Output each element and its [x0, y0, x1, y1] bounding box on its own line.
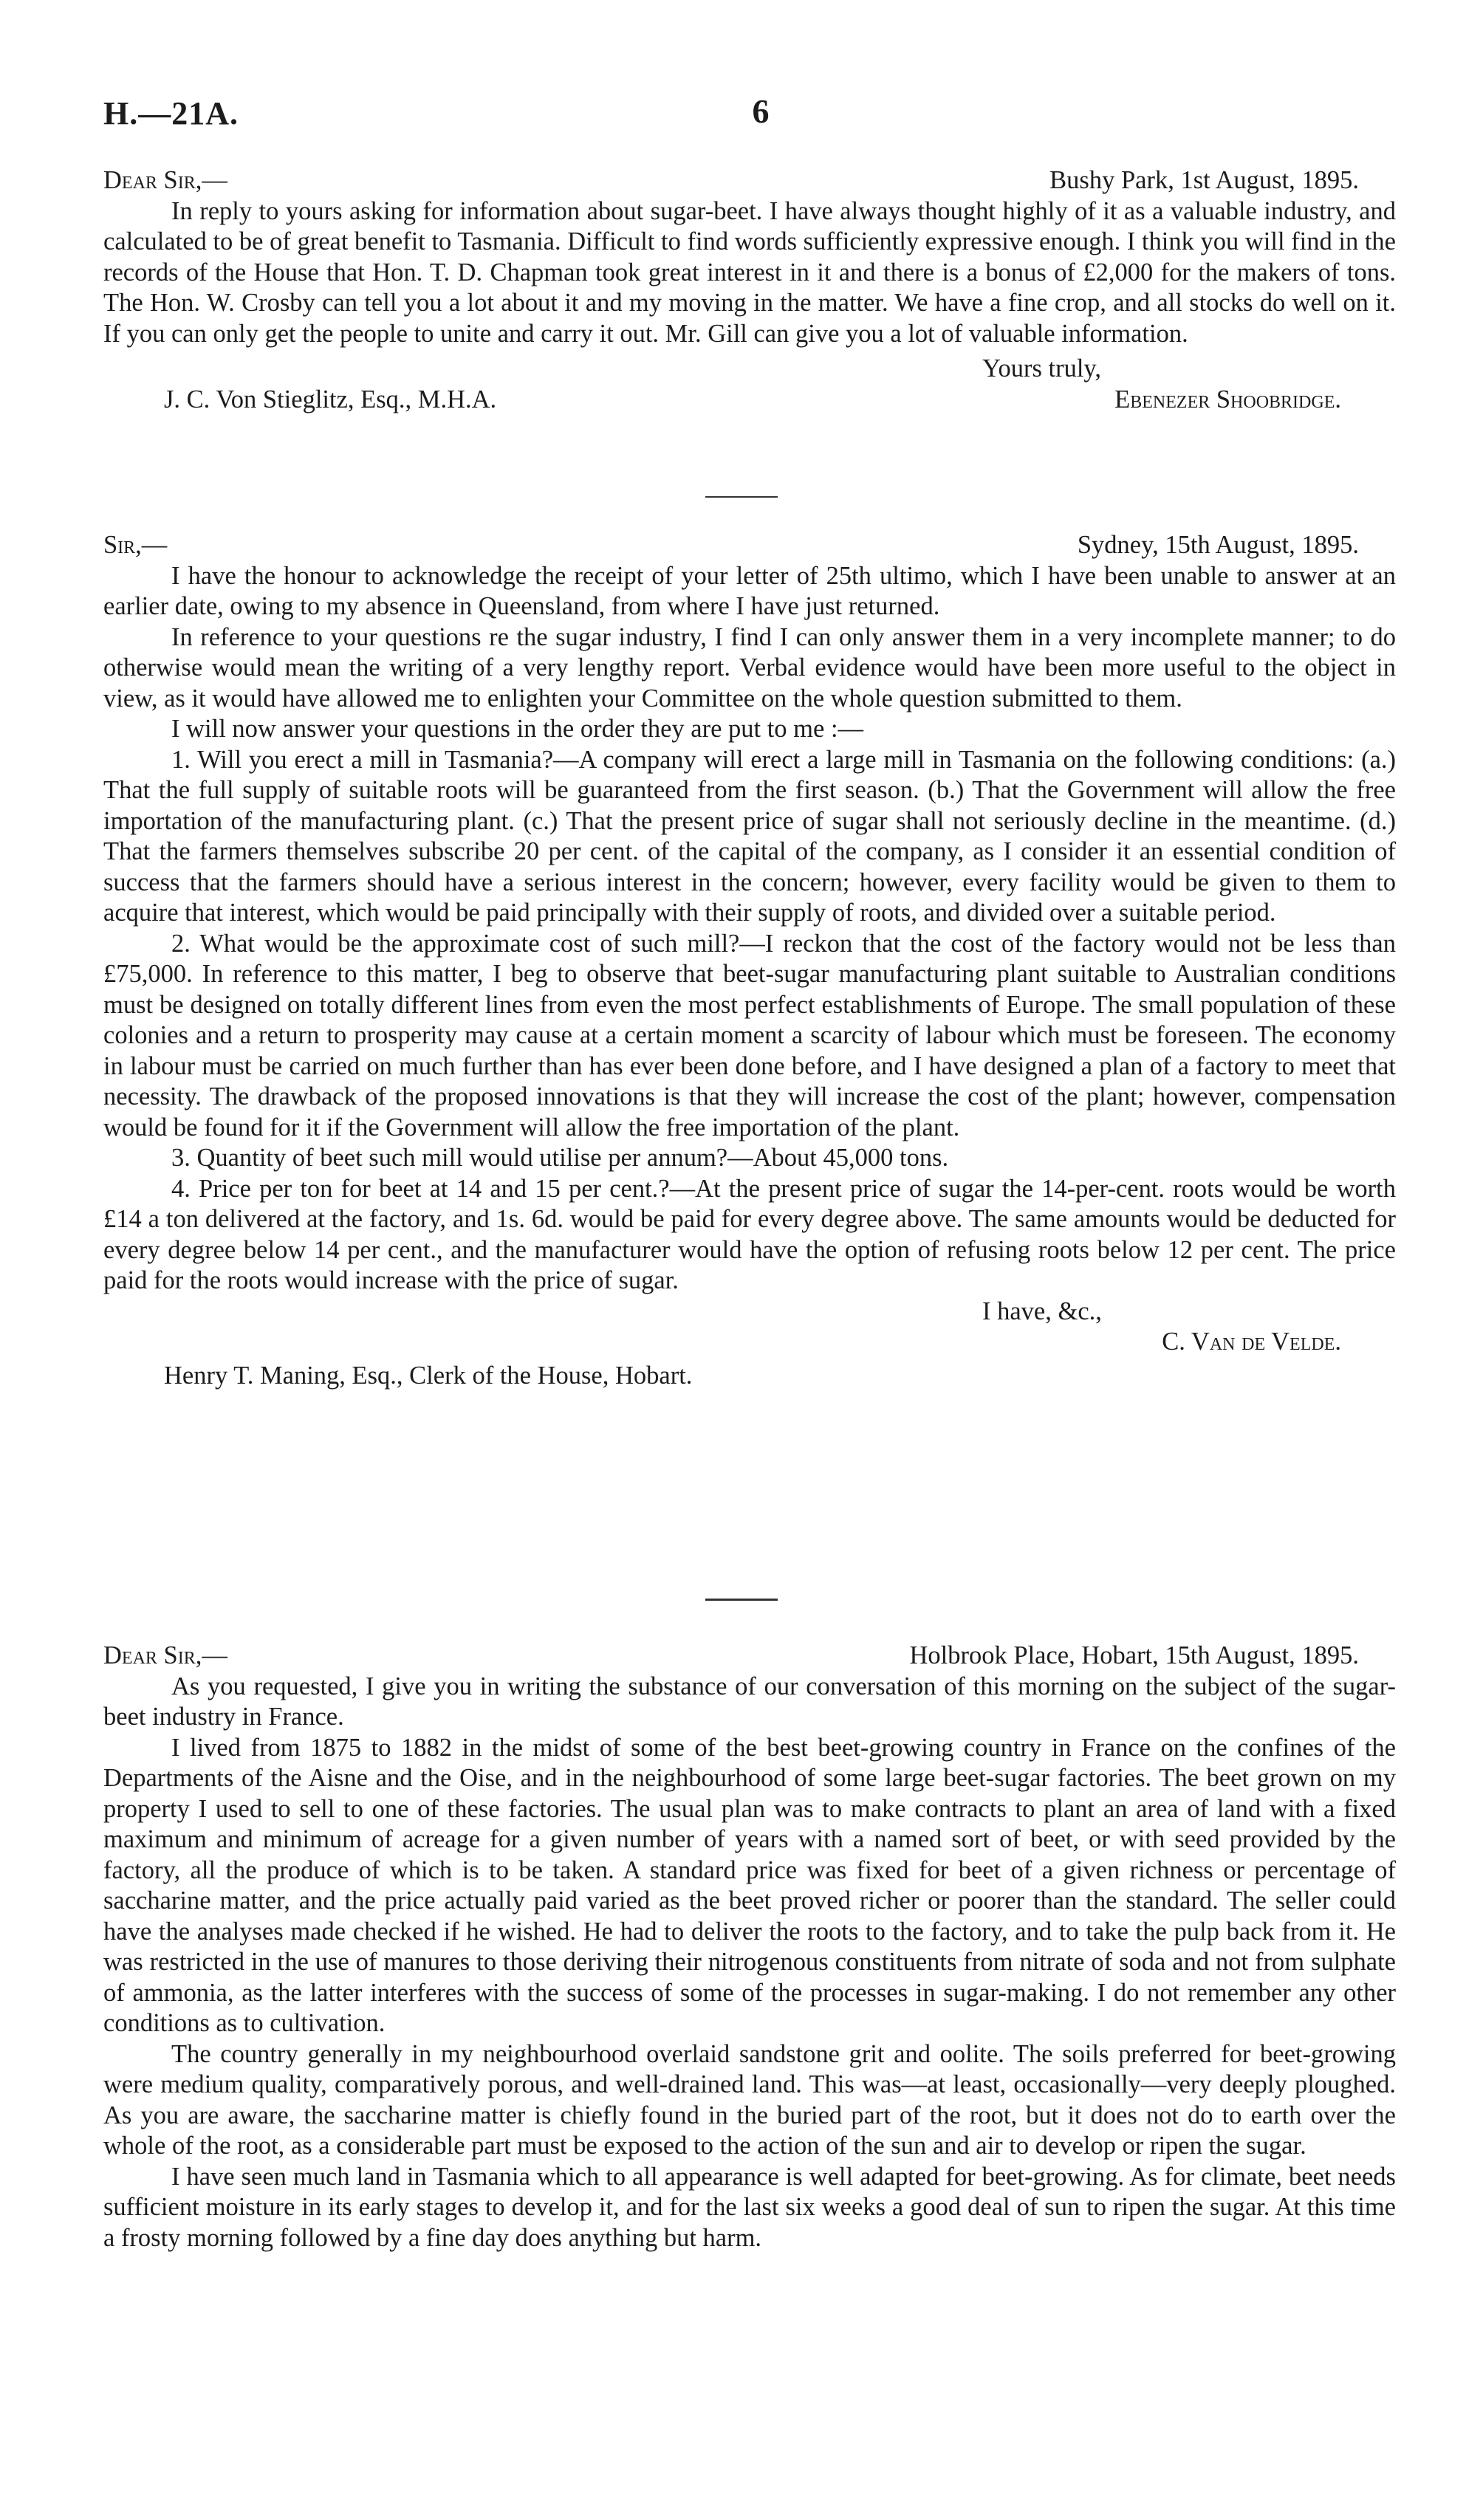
place-date: Sydney, 15th August, 1895. — [1077, 531, 1359, 559]
place-date: Holbrook Place, Hobart, 15th August, 1895. — [909, 1641, 1359, 1669]
paragraph: I have seen much land in Tasmania which to all appearance is well adapted for beet-growing. As for climate, beet needs sufficient moisture in its early stages to develop it, and for the last six weeks a good deal of sun to ripen the sugar. At this time a frosty morning followed by a fine day does anything but harm. — [103, 2162, 1396, 2252]
closing-line — [103, 354, 1396, 385]
addressee: J. C. Von Stieglitz, Esq., M.H.A. — [164, 385, 497, 413]
closing: I have, &c., — [982, 1297, 1102, 1325]
addressee: Henry T. Maning, Esq., Clerk of the House, Hobart. — [164, 1361, 693, 1390]
signature-line — [103, 385, 1396, 416]
signature: C. Van de Velde. — [1162, 1328, 1341, 1356]
letter-shoobridge — [103, 165, 1396, 415]
numbered-answer: 2. What would be the approximate cost of such mill?—I reckon that the cost of the factory would not be less than £75,000. In reference to this matter, I beg to observe that beet-sugar manufacturing plant suitable to Australian conditions must be designed on totally different lines from even the most perfect establishments of Europe. The small population of these colonies and a return to prosperity may cause at a certain moment a scarcity of labour which must be foreseen. The economy in labour must be carried on much further than has ever been done before, and I have designed a plan of a factory to meet that necessity. The drawback of the proposed innovations is that they will increase the cost of the plant; however, compensation would be found for it if the Government will allow the free importation of the plant. — [103, 929, 1396, 1141]
numbered-answer: 1. Will you erect a mill in Tasmania?—A company will erect a large mill in Tasmania on the following conditions: (a.) That the full supply of suitable roots will be guaranteed from the first season. (b.) That the Government will allow the free importation of the manufacturing plant. (c.) That the present price of sugar shall not seriously decline in the meantime. (d.) That the farmers themselves subscribe 20 per cent. of the capital of the company, as I consider it an essential condition of success that the farmers should have a serious interest in the concern; however, every facility would be given to them to acquire that interest, which would be paid principally with their supply of roots, and divided over a suitable period. — [103, 745, 1396, 927]
closing: Yours truly, — [982, 354, 1102, 382]
paragraph: In reply to yours asking for information about sugar-beet. I have always thought highly of it as a valuable industry, and calculated to be of great benefit to Tasmania. Difficult to find words sufficiently expressive enough. I think you will find in the records of the House that Hon. T. D. Chapman took great interest in it and there is a bonus of £2,000 for the makers of tons. The Hon. W. Crosby can tell you a lot about it and my moving in the matter. We have a fine crop, and all stocks do well on it. If you can only get the people to unite and carry it out. Mr. Gill can give you a lot of valuable information. — [103, 196, 1396, 348]
paragraph: I have the honour to acknowledge the receipt of your letter of 25th ultimo, which I have been unable to answer at an earlier date, owing to my absence in Queensland, from where I have just returned. — [103, 561, 1396, 620]
paragraph: I lived from 1875 to 1882 in the midst of some of the best beet-growing country in France on the confines of the Departments of the Aisne and the Oise, and in the neighbourhood of some large beet-sugar factories. The beet grown on my property I used to sell to one of these factories. The usual plan was to make contracts to plant an area of land with a fixed maximum and minimum of acreage for a given number of years with a named sort of beet, or with seed provided by the factory, all the produce of which is to be taken. A standard price was fixed for beet of a given richness or percentage of saccharine matter, and the price actually paid varied as the beet proved richer or poorer than the standard. The seller could have the analyses made checked if he wished. He had to deliver the roots to the factory, and to take the pulp back from it. He was restricted in the use of manures to those deriving their nitrogenous constituents from nitrate of soda and not from sulphate of ammonia, as the latter interferes with the success of some of the processes in sugar-making. I do not remember any other conditions as to cultivation. — [103, 1733, 1396, 2037]
salutation: Sir,— — [103, 531, 168, 559]
paragraph: As you requested, I give you in writing the substance of our conversation of this morning on the subject of the sugar-beet industry in France. — [103, 1672, 1396, 1731]
letter-heading — [103, 1641, 1396, 1672]
closing-line — [103, 1297, 1396, 1328]
place-date: Bushy Park, 1st August, 1895. — [1049, 166, 1359, 194]
salutation: Dear Sir,— — [103, 1641, 227, 1669]
salutation: Dear Sir,— — [103, 166, 227, 194]
document-reference: H.—21A. — [103, 95, 239, 131]
signature-line — [103, 1327, 1396, 1358]
letter-van-de-velde — [103, 530, 1396, 1391]
numbered-answer: 4. Price per ton for beet at 14 and 15 per cent.?—At the present price of sugar the 14-per-cent. roots would be worth £14 a ton delivered at the factory, and 1s. 6d. would be paid for every degree above. The same amounts would be deducted for every degree below 14 per cent., and the manufacturer would have the option of refusing roots below 12 per cent. The price paid for the roots would increase with the price of sugar. — [103, 1174, 1396, 1294]
paragraph: The country generally in my neighbourhood overlaid sandstone grit and oolite. The soils preferred for beet-growing were medium quality, comparatively porous, and well-drained land. This was—at least, occasionally—very deeply ploughed. As you are aware, the saccharine matter is chiefly found in the buried part of the root, but it does not do to earth over the whole of the root, as a considerable part must be exposed to the action of the sun and air to develop or ripen the sugar. — [103, 2039, 1396, 2160]
addressee-line — [103, 1361, 1396, 1392]
letter-heading — [103, 530, 1396, 561]
letter-holbrook-place — [103, 1641, 1396, 2253]
letter-heading — [103, 165, 1396, 196]
signature: Ebenezer Shoobridge. — [1114, 385, 1341, 413]
page-number: 6 — [752, 92, 770, 130]
paragraph: In reference to your questions re the sugar industry, I find I can only answer them in a very incomplete manner; to do otherwise would mean the writing of a very lengthy report. Verbal evidence would have been more useful to the object in view, as it would have allowed me to enlighten your Committee on the whole question submitted to them. — [103, 622, 1396, 713]
paragraph: I will now answer your questions in the order they are put to me :— — [171, 715, 864, 743]
section-divider — [705, 496, 778, 498]
numbered-answer: 3. Quantity of beet such mill would utilise per annum?—About 45,000 tons. — [171, 1144, 949, 1172]
section-divider — [705, 1599, 778, 1601]
